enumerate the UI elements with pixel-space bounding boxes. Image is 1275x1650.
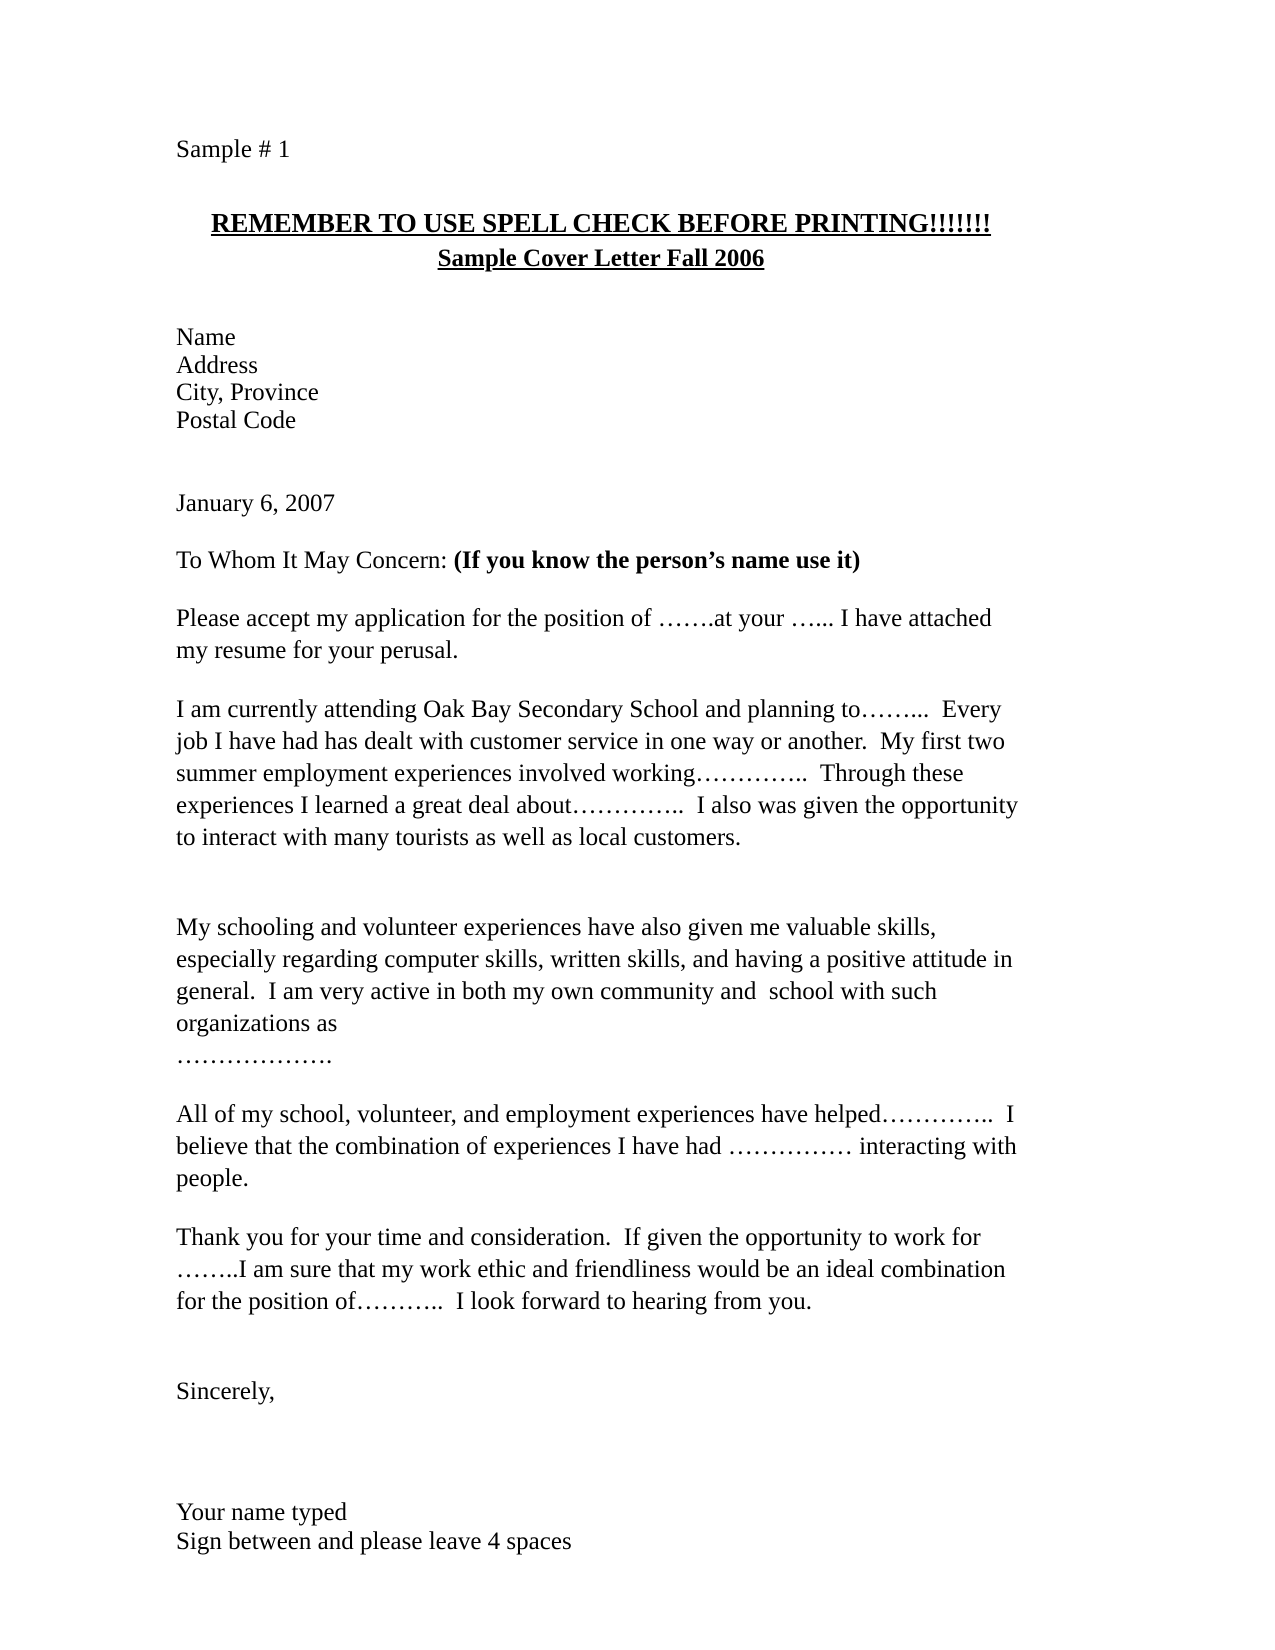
salutation-plain-text: To Whom It May Concern: xyxy=(176,547,454,574)
sender-address-block xyxy=(176,324,1026,434)
letter-date: January 6, 2007 xyxy=(176,490,335,517)
paragraph-opening: Please accept my application for the position of …….at your …... I have attached my resume for your perusal. xyxy=(176,605,998,664)
organizations-placeholder: ………………. xyxy=(176,1042,333,1069)
document-title-sub xyxy=(176,242,1026,276)
paragraph-education-experience: I am currently attending Oak Bay Secondary School and planning to……... Every job I have had has dealt with customer service in one way or another. My first two summer employment experiences involved working………….. Through these experiences I learned a great deal about………….. I also was given the opportunity to interact with many tourists as well as local customers. xyxy=(176,696,1025,851)
closing-salutation: Sincerely, xyxy=(176,1378,276,1405)
paragraph-summary: All of my school, volunteer, and employment experiences have helped………….. I believe that the combination of experiences I have had …………… interacting with people. xyxy=(176,1101,1023,1192)
paragraph-thank-you: Thank you for your time and consideration. If given the opportunity to work for ……..I am sure that my work ethic and friendliness would be an ideal combination for the position of……….. I look forward to hearing from you. xyxy=(176,1224,1012,1315)
document-title-sub-text: Sample Cover Letter Fall 2006 xyxy=(437,245,765,272)
sender-address-line: Address xyxy=(176,351,258,379)
sender-address-line: Postal Code xyxy=(176,406,297,434)
signature-instruction-line: Sign between and please leave 4 spaces xyxy=(176,1528,572,1555)
document-title-main xyxy=(176,206,1026,240)
title-block xyxy=(176,206,1026,276)
salutation-bold-note: (If you know the person’s name use it) xyxy=(453,547,861,574)
signature-block xyxy=(176,1498,1026,1556)
signature-name-line: Your name typed xyxy=(176,1499,348,1526)
sample-label: Sample # 1 xyxy=(176,136,291,163)
sender-address-line: Name xyxy=(176,324,236,351)
letter-body xyxy=(176,134,1026,1556)
salutation-line xyxy=(176,546,1026,576)
sender-address-line: City, Province xyxy=(176,379,319,406)
paragraph-skills: My schooling and volunteer experiences have also given me valuable skills, especially regarding computer skills, written skills, and having a positive attitude in general. I am very active in both my own community and school with such organizations as xyxy=(176,914,1019,1037)
document-title-main-text: REMEMBER TO USE SPELL CHECK BEFORE PRINTING!!!!!!! xyxy=(210,208,992,238)
